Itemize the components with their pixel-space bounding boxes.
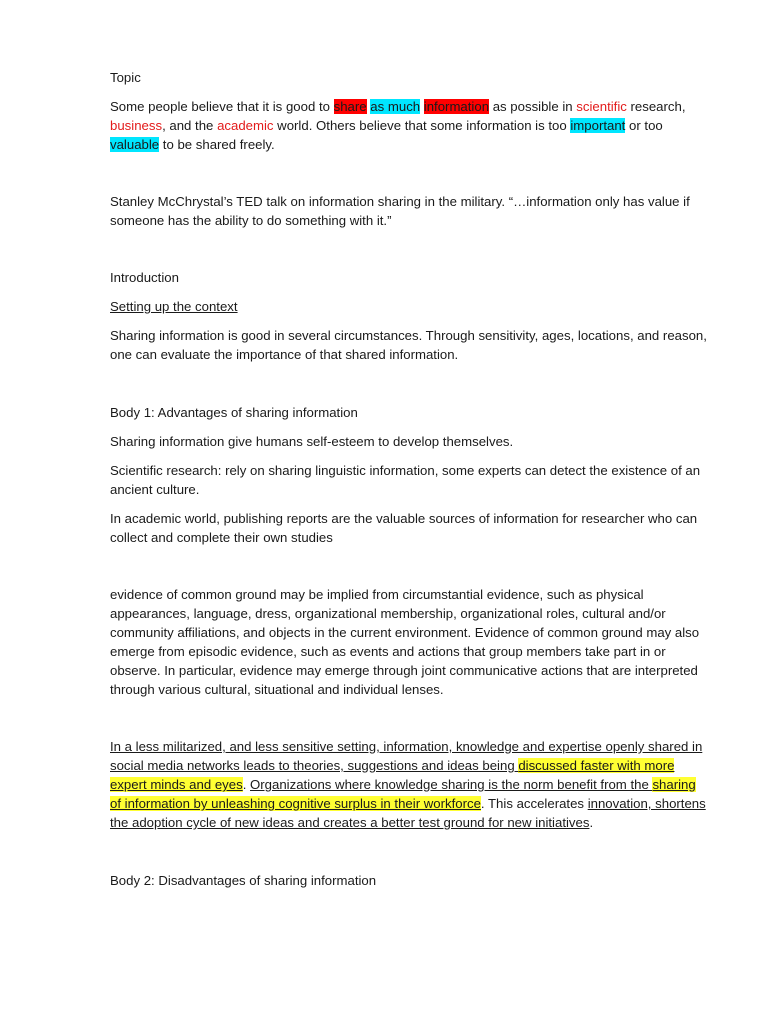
topic-text-1: Some people believe that it is good to xyxy=(110,99,334,114)
body2-heading: Body 2: Disadvantages of sharing information xyxy=(110,873,377,888)
keyword-scientific: scientific xyxy=(576,99,627,114)
topic-paragraph xyxy=(110,97,710,154)
topic-text-6: or too xyxy=(625,118,663,133)
keyword-business: business xyxy=(110,118,163,133)
body1-paragraph-4: evidence of common ground may be implied from circumstantial evidence, such as physical appearances, language, dress, organizational membership, organizational roles, cultural and/or community affiliations, and objects in the current environment. Evidence of common ground may also emerge from episodic evidence, such as events and actions that group members take part in or observe. In particular, evidence may emerge through joint communicative actions that are interpreted through various cultural, situational and individual lenses. xyxy=(110,587,700,697)
p5-highlight-sharing: sharing of information by unleashing cognitive surplus in their workforce xyxy=(110,777,696,811)
introduction-text: Sharing information is good in several circumstances. Through sensitivity, ages, locations, and reason, one can evaluate the importance of that shared information. xyxy=(110,328,707,362)
highlight-as-much: as much xyxy=(370,99,421,114)
p5-text-d: Organizations where knowledge sharing is the norm benefit from the xyxy=(250,777,653,792)
p5-text-h: . xyxy=(589,815,594,830)
introduction-heading: Introduction xyxy=(110,270,179,285)
topic-text-3: research, xyxy=(626,99,686,114)
topic-text-5: world. Others believe that some information is too xyxy=(273,118,571,133)
p5-text-c: . xyxy=(242,777,251,792)
topic-text-7: to be shared freely. xyxy=(159,137,275,152)
topic-heading: Topic xyxy=(110,70,141,85)
body1-paragraph-3: In academic world, publishing reports are the valuable sources of information for researcher who can collect and complete their own studies xyxy=(110,511,698,545)
topic-text-4: , and the xyxy=(162,118,218,133)
p5-text-g: innovation, shortens the adoption cycle of new ideas and creates a better test ground for new initiatives xyxy=(110,796,706,830)
p5-text-f: . This accelerates xyxy=(480,796,588,811)
keyword-academic: academic xyxy=(217,118,274,133)
highlight-information: information xyxy=(423,99,490,114)
highlight-important: important xyxy=(570,118,626,133)
introduction-subheading: Setting up the context xyxy=(110,299,238,314)
p5-text-a: In a less militarized, and less sensitive setting, information, knowledge and expertise openly shared in social media networks leads to theories, suggestions and ideas being xyxy=(110,739,703,773)
highlight-valuable: valuable xyxy=(110,137,160,152)
quote-paragraph: Stanley McChrystal’s TED talk on information sharing in the military. “…information only has value if someone has the ability to do something with it.” xyxy=(110,194,690,228)
body1-heading: Body 1: Advantages of sharing information xyxy=(110,405,358,420)
document-body xyxy=(110,68,710,890)
highlight-share: share xyxy=(333,99,367,114)
body1-paragraph-1: Sharing information give humans self-esteem to develop themselves. xyxy=(110,434,514,449)
topic-text-2: as possible in xyxy=(489,99,577,114)
body1-paragraph-5 xyxy=(110,737,710,832)
body1-paragraph-2: Scientific research: rely on sharing linguistic information, some experts can detect the existence of an ancient culture. xyxy=(110,463,701,497)
p5-highlight-discussed: discussed faster with more expert minds and eyes xyxy=(110,758,675,792)
